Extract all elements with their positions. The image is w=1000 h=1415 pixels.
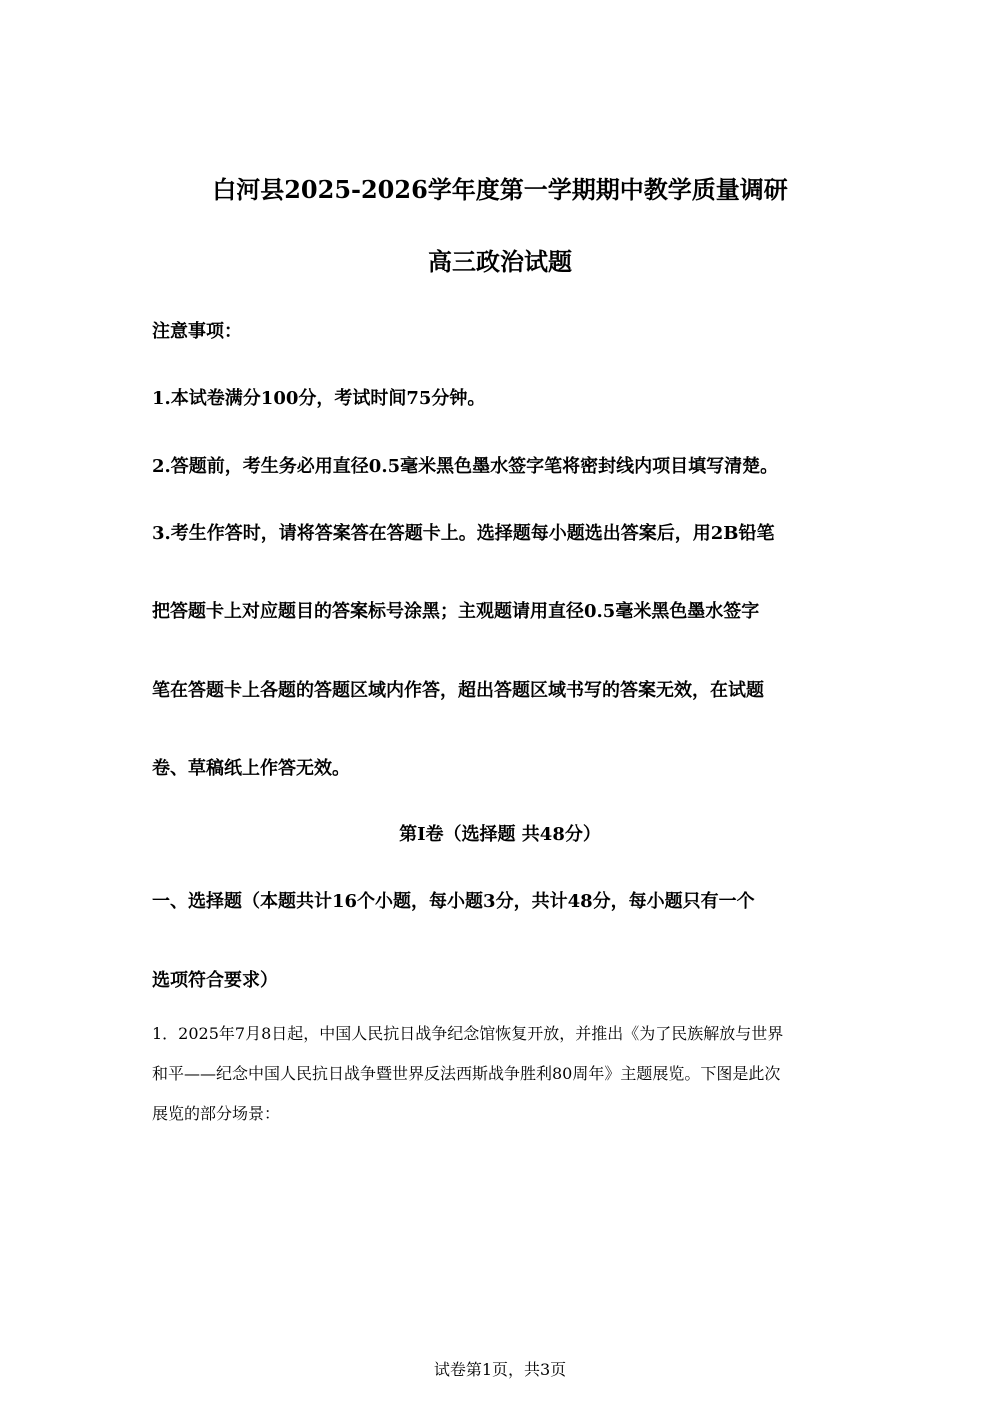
question-1-line-2: 和平——纪念中国人民抗日战争暨世界反法西斯战争胜利80周年》主题展览。下图是此次 bbox=[152, 1064, 781, 1083]
question-1-line-1: 1．2025年7月8日起，中国人民抗日战争纪念馆恢复开放，并推出《为了民族解放与世界 bbox=[152, 1024, 784, 1043]
notice-item-3-line-3: 笔在答题卡上各题的答题区域内作答，超出答题区域书写的答案无效，在试题 bbox=[152, 680, 764, 701]
part-title-line-1: 一、选择题（本题共计16个小题，每小题3分，共计48分，每小题只有一个 bbox=[152, 891, 755, 912]
notice-item-3-line-2: 把答题卡上对应题目的答案标号涂黑；主观题请用直径0.5毫米黑色墨水签字 bbox=[152, 601, 760, 622]
exam-subtitle: 高三政治试题 bbox=[428, 247, 572, 276]
page-footer: 试卷第1页，共3页 bbox=[433, 1360, 567, 1379]
notice-item-1: 1.本试卷满分100分，考试时间75分钟。 bbox=[152, 388, 486, 409]
part-title-line-2: 选项符合要求） bbox=[152, 970, 278, 991]
notice-item-3-line-1: 3.考生作答时，请将答案答在答题卡上。选择题每小题选出答案后，用2B铅笔 bbox=[152, 523, 775, 544]
question-1-line-3: 展览的部分场景： bbox=[152, 1104, 281, 1123]
notice-item-3-line-4: 卷、草稿纸上作答无效。 bbox=[152, 758, 350, 779]
volume-title: 第Ⅰ卷（选择题 共48分） bbox=[399, 824, 601, 845]
notice-heading: 注意事项： bbox=[152, 321, 242, 342]
notice-item-2: 2.答题前，考生务必用直径0.5毫米黑色墨水签字笔将密封线内项目填写清楚。 bbox=[152, 456, 779, 477]
exam-title: 白河县2025-2026学年度第一学期期中教学质量调研 bbox=[212, 175, 788, 204]
